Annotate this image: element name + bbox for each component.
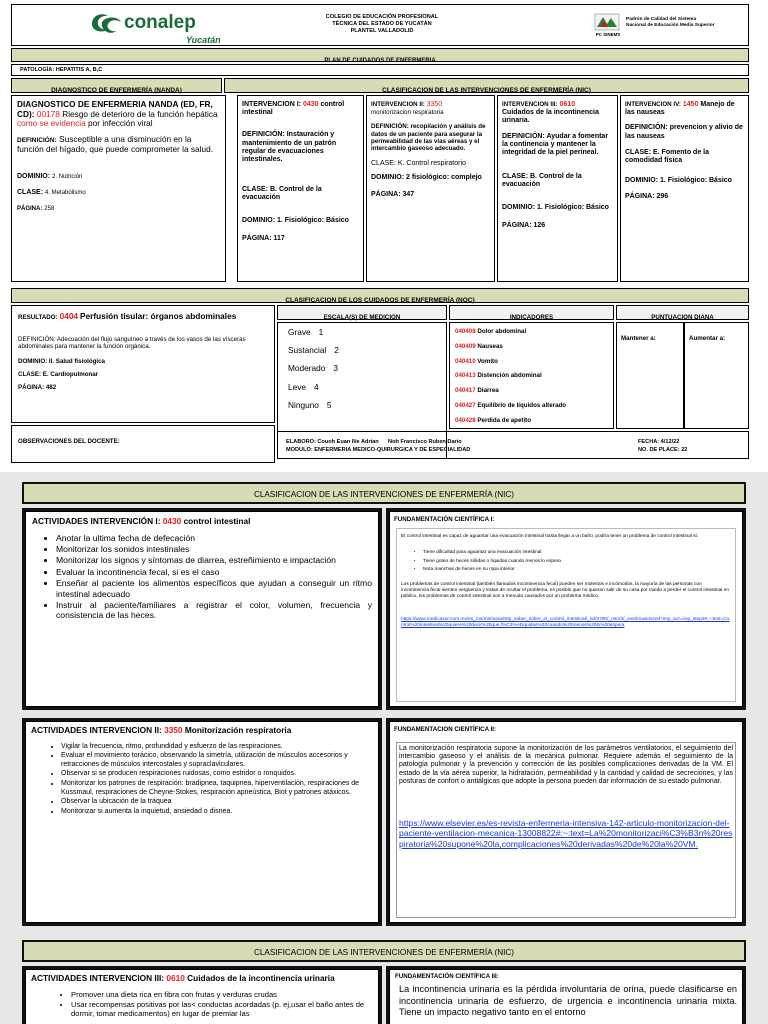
indicator-row (455, 328, 608, 335)
noc-result-code: 0404 (59, 311, 79, 321)
indicator-name: Distención abdominal (477, 372, 542, 380)
indicator-code: 040417 (455, 387, 476, 395)
fund1-paragraph: Los problemas de control intestinal (también llamados incontinencia fecal) pueden ser molestos e incómodos, la mayoría de las personas con incontinencia fecal sienten vergüenza y tratan de ocultar el problema, es posible que no quieran salir de su casa por miedo a perder el control intestinal en público, los problemas de control intestinal son a menudo causados por un problema médico. (401, 581, 729, 600)
int4-code: 1450 (682, 101, 699, 108)
list-item: • Monitorizar si aumenta la inquietud, ansiedad o disnea. (61, 808, 373, 817)
int4-definition: DEFINICIÓN: prevencion y alivio de las nauseas (625, 124, 743, 140)
scale-name: Grave (288, 327, 311, 337)
int1-clase: CLASE: B. Control de la evacuación (242, 186, 322, 202)
observations-box: OBSERVACIONES DEL DOCENTE: (11, 425, 275, 463)
scale-name: Leve (288, 381, 306, 392)
scale-row (288, 364, 436, 374)
fundamentacion-3-frame (386, 966, 746, 1024)
patologia-text: PATOLOGÍA: HEPATITIS A, B,C (20, 67, 103, 73)
activities-2-list (31, 743, 373, 817)
activities-3-list (31, 990, 373, 1019)
list-item: • Anotar la ultima fecha de defecación (56, 533, 372, 543)
section-2-header: CLASIFICACION DE LAS INTERVENCIONES DE ENFERMERÍA (NIC) (22, 482, 746, 504)
fund2-source-link[interactable]: https://www.elsevier.es/es-revista-enfermeria-intensiva-142-articulo-monitorizacion-del-paciente-ventilacion-mecanica-13008822#:~:text=La%20monitorizaci%C3%B3n%20respiratoria%20supone%20la,complicaciones%20derivadas%20de%20la%20VM. (399, 818, 733, 849)
activities-page (0, 472, 768, 1024)
indicator-name: Perdida de apetito (477, 416, 532, 424)
fund3-paragraph: La incontinencia urinaria es la pérdida involuntaria de orina, puede clasificarse en incontinencia urinaria de esfuerzo, de urgencia e incontinencia urinaria mixta. Tiene un impacto negativo tanto en el entorno (399, 984, 737, 1018)
aumentar-label: Aumentar a: (689, 335, 726, 342)
indicator-name: Dolor abdominal (477, 328, 527, 335)
nanda-text-1: Riesgo de deterioro de la función hepática (62, 108, 218, 119)
footer-info (277, 431, 749, 459)
list-item: • Observar si se producen respiraciones ruidosas, como estridor o ronquidos. (61, 770, 373, 779)
activities-2-frame (22, 718, 382, 926)
int3-dominio: DOMINIO: 1. Fisiológico: Básico (502, 203, 609, 211)
noc-dominio: DOMINIO: II. Salud fisiológica (18, 357, 105, 365)
indicator-list (455, 328, 608, 424)
list-item: • Enseñar al paciente los alimentos específicos que ayudan a conseguir un ritmo intestinal adecuado (56, 578, 372, 599)
noc-clase: CLASE: E. Cardiopulmonar (18, 370, 99, 378)
list-item: • Usar recompensas positivas por las< conductas acordadas (p. ej,usar el baño antes de dormir, tomar medicamentos) en lugar de premiar las (71, 1000, 373, 1018)
intervention-4-box: INTERVENCION IV: 1450 Manejo de las nauseas DEFINICIÓN: prevencion y alivio de las nauseas CLASE: E. Fomento de la comodidad física DOMINIO: 1. Fisiológico: Básico PÁGINA: 296 (620, 95, 749, 282)
noc-definition: DEFINICIÓN: Adecuación del flujo sanguíneo a través de los vasos de las vísceras abdominales para mantener la función orgánica. (18, 336, 246, 351)
aumentar-box (684, 322, 749, 429)
int2-definition: DEFINICIÓN: recopilación y análisis de datos de un paciente para asegurar la permeabilidad de las vías aéreas y el intercambio gaseoso adecuado. (371, 123, 486, 153)
int3-definition: DEFINICIÓN: Ayudar a fomentar la continencia y mantener la integridad de la piel perineal. (502, 132, 609, 157)
act1-code: 0430 (162, 516, 182, 526)
org-name (292, 14, 472, 35)
patologia-row (11, 64, 749, 76)
scale-num: 4 (314, 381, 319, 392)
activities-1-panel: ACTIVIDADES INTERVENCIÓN I: 0430 control intestinal • Anotar la ultima fecha de defecación • Monitorizar los sonidos intestinales • Monitorizar los signos y síntomas de diarrea, estreñimiento e impactación • Evaluar la incontinencia fecal, si es el caso • Enseñar al paciente los alimentos específicos que ayudan a conseguir un ritmo intestinal adecuado • Instruir al paciente/familiares a registrar el color, volumen, frecuencia y consistencia de las heces. (25, 511, 379, 707)
indicator-row (455, 417, 608, 424)
nanda-dom-text: 2. Nutrición (52, 173, 83, 180)
intervention-1-box: INTERVENCION I: 0430 control intestinal DEFINICIÓN: Instauración y mantenimiento de un patrón regular de evacuaciones intestinales. CLASE: B. Control de la evacuación DOMINIO: 1. Fisiológico: Básico PÁGINA: 117 (237, 95, 364, 282)
org-line-1: COLEGIO DE EDUCACIÓN PROFESIONAL (325, 14, 439, 20)
scale-num: 2 (334, 345, 339, 356)
indicator-row (455, 402, 608, 409)
list-item: • Promover una dieta rica en fibra con frutas y verduras crudas (71, 990, 373, 999)
nanda-header: DIAGNOSTICO DE ENFERMERÍA (NANDA) (11, 78, 222, 93)
nic-header: CLASIFICACION DE LAS INTERVENCIONES DE ENFERMERÍA (NIC) (224, 78, 749, 93)
int2-code: 3350 (426, 101, 443, 108)
indicators-box (449, 322, 614, 429)
int2-pagina: PÁGINA: 347 (371, 190, 415, 198)
nanda-pag-text: 258 (44, 206, 55, 213)
int3-code: 0610 (559, 101, 576, 108)
quality-line-1: Padrón de Calidad del Sistema (626, 17, 697, 22)
scale-row (288, 401, 436, 411)
org-line-2: TÉCNICA DEL ESTADO DE YUCATÁN (332, 21, 432, 27)
indicator-name: Vomito (477, 357, 498, 365)
nanda-dom-label: DOMINIO: (17, 172, 51, 180)
mantener-box (616, 322, 684, 429)
scale-row (288, 346, 436, 356)
footer-fecha: FECHA: 4/12/22 (638, 439, 680, 445)
fund2-paragraph: La monitorización respiratoria supone la monitorización de los parámetros ventilatorios, el seguimiento del intercambio gaseoso y el análisis de la mecánica pulmonar. Requiere además el seguimiento de la patología pulmonar y la prevención y corrección de las posibles complicaciones derivadas de la VM. El estado de la vía aérea superior, la hidratación, permeabilidad y la cantidad y calidad de secreciones, y las posturas de confort o antiálgicas que adopte la persona pueden dar información de su estado pulmonar. (399, 745, 733, 785)
indicator-name: Nauseas (477, 342, 503, 350)
scale-row (288, 328, 436, 338)
indicator-code: 040410 (455, 357, 476, 365)
list-item: • Vigilar la frecuencia, ritmo, profundidad y esfuerzo de las respiraciones. (61, 743, 373, 752)
noc-result-box: RESULTADO: 0404 Perfusión tisular: órganos abdominales DEFINICIÓN: Adecuación del flujo sanguíneo a través de los vasos de las vísceras abdominales para mantener la función orgánica. DOMINIO: II. Salud fisiológica CLASE: E. Cardiopulmonar PÁGINA: 482 (11, 305, 275, 423)
plan-title: PLAN DE CUIDADOS DE ENFERMERIA (324, 58, 436, 64)
indicator-row (455, 387, 608, 394)
nanda-title: DIAGNOSTICO DE ENFERMERIA NANDA (ED, FR, CD): (17, 99, 213, 119)
scale-num: 1 (318, 327, 324, 337)
activities-3-frame (22, 966, 382, 1024)
nanda-clase-text: 4. Metabolismo (45, 190, 86, 197)
activities-1-list (32, 533, 372, 621)
pc-sinems-label: PC SINEMS (595, 32, 621, 37)
indicator-code: 040427 (455, 401, 476, 409)
nanda-diagnosis-box (11, 95, 226, 282)
indicators-header: INDICADORES (449, 305, 614, 320)
nanda-clase-label: CLASE: (17, 189, 44, 197)
org-line-3: PLANTEL VALLADOLID (350, 28, 414, 34)
fund1-list (401, 549, 731, 574)
int4-pagina: PÁGINA: 296 (625, 193, 669, 201)
indicator-name: Diarrea (477, 387, 499, 395)
scale-list (288, 328, 436, 410)
scale-name: Sustancial (288, 345, 327, 356)
activities-1-frame (22, 508, 382, 710)
section-3-header: CLASIFICACION DE LAS INTERVENCIONES DE ENFERMERÍA (NIC) (22, 940, 746, 962)
noc-pagina: PÁGINA: 482 (18, 384, 57, 392)
int2-dominio: DOMINIO: 2 fisiológico: complejo (371, 174, 482, 182)
fundamentacion-2-frame (386, 718, 746, 926)
care-plan-sheet (11, 0, 749, 467)
indicator-code: 040428 (455, 416, 476, 424)
fund3-label: FUNDAMENTACIÓN CIENTÍFICA III: (395, 973, 499, 980)
footer-modulo: MODULO: ENFERMERIA MEDICO-QUIRURGICA Y DE ESPECIALIDAD (286, 447, 471, 453)
indicator-name: Equilibrio de líquidos alterado (477, 401, 567, 409)
indicator-row (455, 372, 608, 379)
mantener-label: Mantener a: (621, 335, 656, 342)
indicator-row (455, 343, 608, 350)
act3-code: 0610 (166, 973, 185, 983)
list-item: • Monitorizar los sonidos intestinales (56, 544, 372, 554)
scale-name: Moderado (288, 363, 326, 374)
header (11, 4, 749, 46)
int3-clase: CLASE: B. Control de la evacuación (502, 173, 582, 189)
nanda-def-label: DEFINICIÓN: (17, 136, 57, 144)
act2-code: 3350 (164, 725, 183, 735)
scale-row (288, 383, 436, 393)
footer-place: NO. DE PLACE: 22 (638, 447, 688, 453)
quality-text (626, 17, 748, 29)
logo-subtext: Yucatán (186, 35, 221, 45)
fund2-label: FUNDAMENTACION CIENTÍFICA II: (394, 726, 497, 733)
int1-dominio: DOMINIO: 1. Fisiológico: Básico (242, 216, 349, 224)
noc-header: CLASIFICACION DE LOS CUIDADOS DE ENFERMERÍA (NOC) (11, 288, 749, 303)
intervention-3-box: INTERVENCION III: 0610 Cuidados de la incontinencia urinaria. DEFINICIÓN: Ayudar a fomentar la continencia y mantener la integridad de la piel perineal. CLASE: B. Control de la evacuación DOMINIO: 1. Fisiológico: Básico PÁGINA: 126 (497, 95, 618, 282)
nanda-code: 00178 (36, 108, 60, 119)
fund1-label: FUNDAMENTACIÓN CIENTÍFICA I: (394, 516, 495, 523)
list-item: • Evaluar la incontinencia fecal, si es el caso (56, 567, 372, 577)
activities-3-panel: ACTIVIDADES INTERVENCION III: 0610 Cuidados de la incontinencia urinaria • Promover una dieta rica en fibra con frutas y verduras crudas • Usar recompensas positivas por las< conductas acordadas (p. ej,usar el baño antes de dormir, tomar medicamentos) en lugar de premiar las (25, 969, 379, 1024)
logo-text: conalep (124, 12, 196, 33)
int4-clase: CLASE: E. Fomento de la comodidad física (625, 148, 710, 165)
list-item: • Nota manchas de heces en su ropa interior (423, 566, 731, 574)
int3-pagina: PÁGINA: 126 (502, 221, 546, 229)
plan-title-bar (11, 48, 749, 62)
nanda-pag-label: PÁGINA: (17, 206, 43, 213)
scale-num: 5 (326, 399, 332, 410)
fundamentacion-1-panel (389, 511, 743, 707)
nanda-red-phrase: como se evidencia (17, 118, 86, 129)
int4-dominio: DOMINIO: 1. Fisiológico: Básico (625, 177, 732, 185)
nanda-text-2: por infección viral (88, 118, 153, 129)
indicator-code: 040408 (455, 328, 476, 335)
scale-num: 3 (333, 363, 338, 374)
list-item: • Monitorizar los signos y síntomas de diarrea, estreñimiento e impactación (56, 555, 372, 565)
indicator-code: 040409 (455, 342, 476, 350)
fundamentacion-2-panel (389, 721, 743, 923)
list-item: • Tiene goteo de heces sólidas o líquidas cuando menos lo espera (423, 558, 731, 566)
int1-pagina: PÁGINA: 117 (242, 234, 285, 242)
fundamentacion-3-panel (389, 969, 743, 1024)
intervention-2-box: INTERVENCION II: 3350 monitorizacion respiratoria DEFINICIÓN: recopilación y análisis de datos de un paciente para asegurar la permeabilidad de las vías aéreas y el intercambio gaseoso adecuado. CLASE: K. Control respiratorio DOMINIO: 2 fisiológico: complejo PÁGINA: 347 (366, 95, 495, 282)
list-item: • Instruir al paciente/familiares a registrar el color, volumen, frecuencia y consistencia de las heces. (56, 600, 372, 621)
noc-result-name: Perfusión tisular: órganos abdominales (80, 311, 237, 321)
nanda-def-text: Susceptible a una disminución en la función del hígado, que puede comprometer la salud. (17, 133, 214, 155)
fund1-intro: El control intestinal es capaz de aguantar una evacuación intestinal hasta llegar a un baño, podría tener un problema de control intestinal si: (401, 534, 699, 539)
indicator-code: 040413 (455, 372, 476, 380)
fund1-source-link[interactable]: https://www.medicasur.com.mx/es_mx/ms/meanhttp_saber_sobre_el_control_intestinal/_rid/3790/_mto/3/_exst/maximized?imp_act=imp_step3#:~:text=Control%20intestinal%20quiere%20decir%20que,f%C3%ADquidas%20cuando%20menos%20lo%20espera (401, 616, 730, 628)
pc-sinems-icon (594, 12, 620, 32)
indicator-row (455, 358, 608, 365)
list-item: • Observar la ubicación de la tráquea (61, 798, 373, 807)
quality-line-2: Nacional de Educación Media Superior (626, 23, 715, 28)
scale-header: ESCALA(S) DE MEDICION (277, 305, 447, 320)
footer-elaboro: ELABORO: Couoh Euan Ilie Adrian Noh Francisco Ruben Dario (286, 439, 462, 445)
int2-clase: CLASE: K. Control respiratorio (371, 160, 466, 168)
diana-header: PUNTUACION DIANA (616, 305, 749, 320)
conalep-logo-icon (88, 10, 124, 38)
list-item: • Monitorizar los patrones de respiración: bradipnea, taquipnea, hiperventilación, respiraciones de Kussmaul, respiraciones de Cheyne-Stokes, respiración apneústica, Biot y patrones atáxicos. (61, 780, 373, 797)
int1-definition: DEFINICIÓN: Instauración y mantenimiento de un patrón regular de evacuaciones intestinales. (242, 131, 337, 164)
activities-2-panel: ACTIVIDADES INTERVENCION II: 3350 Monitorización respiratoria • Vigilar la frecuencia, ritmo, profundidad y esfuerzo de las respiraciones. • Evaluar el movimiento torácico, observando la simetría, utilización de músculos accesorios y retracciones de músculos intercostales y supraclaviculares. • Observar si se producen respiraciones ruidosas, como estridor o ronquidos. • Monitorizar los patrones de respiración: bradipnea, taquipnea, hiperventilación, respiraciones de Kussmaul, respiraciones de Cheyne-Stokes, respiración apneústica, Biot y patrones atáxicos. • Observar la ubicación de la tráquea • Monitorizar si aumenta la inquietud, ansiedad o disnea. (25, 721, 379, 923)
int1-code: 0430 (302, 101, 319, 108)
scale-name: Ninguno (288, 399, 319, 410)
list-item: • Evaluar el movimiento torácico, observando la simetría, utilización de músculos accesorios y retracciones de músculos intercostales y supraclaviculares. (61, 752, 373, 769)
conalep-logo (86, 8, 236, 46)
list-item: • Tiene dificultad para aguantar una evacuación intestinal (423, 549, 731, 557)
sinems-logo (594, 12, 624, 44)
fundamentacion-1-frame (386, 508, 746, 710)
